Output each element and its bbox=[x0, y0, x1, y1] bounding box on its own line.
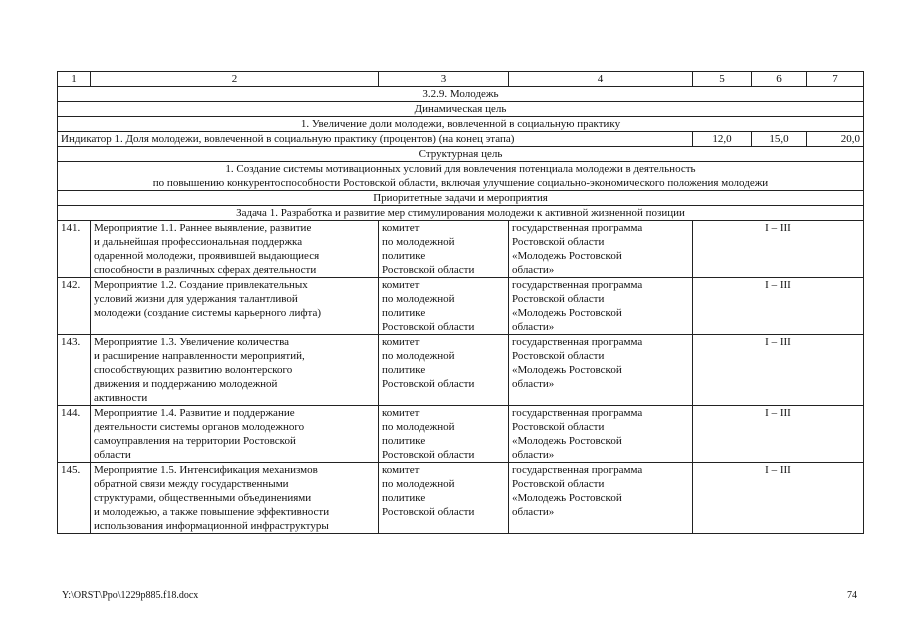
program-text: государственная программа Ростовской области «Молодежь Ростовской области» bbox=[509, 278, 693, 335]
program-text: государственная программа Ростовской области «Молодежь Ростовской области» bbox=[509, 221, 693, 278]
row-number: 144. bbox=[58, 406, 91, 463]
col-num-1: 1 bbox=[58, 72, 91, 87]
stage-text: I – III bbox=[693, 221, 864, 278]
table-row bbox=[58, 335, 864, 406]
page-number: 74 bbox=[847, 590, 857, 601]
indicator-value-3: 20,0 bbox=[807, 132, 864, 147]
program-text: государственная программа Ростовской области «Молодежь Ростовской области» bbox=[509, 406, 693, 463]
indicator-row bbox=[58, 132, 864, 147]
program-text: государственная программа Ростовской области «Молодежь Ростовской области» bbox=[509, 335, 693, 406]
measure-text: Мероприятие 1.1. Раннее выявление, развитие и дальнейшая профессиональная поддержка одаренной молодежи, проявившей выдающиеся способности в различных сферах деятельности bbox=[91, 221, 379, 278]
col-num-3: 3 bbox=[379, 72, 509, 87]
indicator-value-2: 15,0 bbox=[752, 132, 807, 147]
measure-text: Мероприятие 1.4. Развитие и поддержание деятельности системы органов молодежного самоуправления на территории Ростовской области bbox=[91, 406, 379, 463]
col-num-2: 2 bbox=[91, 72, 379, 87]
indicator-value-1: 12,0 bbox=[693, 132, 752, 147]
task-title: Задача 1. Разработка и развитие мер стимулирования молодежи к активной жизненной позиции bbox=[58, 206, 864, 221]
executor-text: комитет по молодежной политике Ростовской области bbox=[379, 463, 509, 534]
measure-text: Мероприятие 1.3. Увеличение количества и расширение направленности мероприятий, способствующих развитию волонтерского движения и поддержанию молодежной активности bbox=[91, 335, 379, 406]
section-title: 3.2.9. Молодежь bbox=[58, 87, 864, 102]
table-row bbox=[58, 406, 864, 463]
dynamic-goal: 1. Увеличение доли молодежи, вовлеченной в социальную практику bbox=[58, 117, 864, 132]
measure-text: Мероприятие 1.2. Создание привлекательных условий жизни для удержания талантливой молодежи (создание системы карьерного лифта) bbox=[91, 278, 379, 335]
row-number: 143. bbox=[58, 335, 91, 406]
structural-goal: 1. Создание системы мотивационных условий для вовлечения потенциала молодежи в деятельность по повышению конкурентоспособности Ростовской области, включая улучшение социально-экономического положения молодежи bbox=[58, 162, 864, 191]
col-num-6: 6 bbox=[752, 72, 807, 87]
priority-label: Приоритетные задачи и мероприятия bbox=[58, 191, 864, 206]
measures-table bbox=[57, 71, 864, 534]
stage-text: I – III bbox=[693, 463, 864, 534]
indicator-text: Индикатор 1. Доля молодежи, вовлеченной в социальную практику (процентов) (на конец этапа) bbox=[58, 132, 693, 147]
dynamic-goal-label: Динамическая цель bbox=[58, 102, 864, 117]
executor-text: комитет по молодежной политике Ростовской области bbox=[379, 335, 509, 406]
executor-text: комитет по молодежной политике Ростовской области bbox=[379, 278, 509, 335]
row-number: 145. bbox=[58, 463, 91, 534]
table-row bbox=[58, 221, 864, 278]
row-number: 142. bbox=[58, 278, 91, 335]
table-row bbox=[58, 278, 864, 335]
table-row bbox=[58, 463, 864, 534]
footer-file-path: Y:\ORST\Ppo\1229p885.f18.docx bbox=[62, 590, 199, 601]
program-text: государственная программа Ростовской области «Молодежь Ростовской области» bbox=[509, 463, 693, 534]
row-number: 141. bbox=[58, 221, 91, 278]
structural-goal-label: Структурная цель bbox=[58, 147, 864, 162]
stage-text: I – III bbox=[693, 406, 864, 463]
executor-text: комитет по молодежной политике Ростовской области bbox=[379, 406, 509, 463]
executor-text: комитет по молодежной политике Ростовской области bbox=[379, 221, 509, 278]
measure-text: Мероприятие 1.5. Интенсификация механизмов обратной связи между государственными структурами, общественными объединениями и молодежью, а также повышение эффективности использования информационной инфраструктуры bbox=[91, 463, 379, 534]
col-num-7: 7 bbox=[807, 72, 864, 87]
col-num-5: 5 bbox=[693, 72, 752, 87]
column-number-row bbox=[58, 72, 864, 87]
col-num-4: 4 bbox=[509, 72, 693, 87]
stage-text: I – III bbox=[693, 335, 864, 406]
stage-text: I – III bbox=[693, 278, 864, 335]
